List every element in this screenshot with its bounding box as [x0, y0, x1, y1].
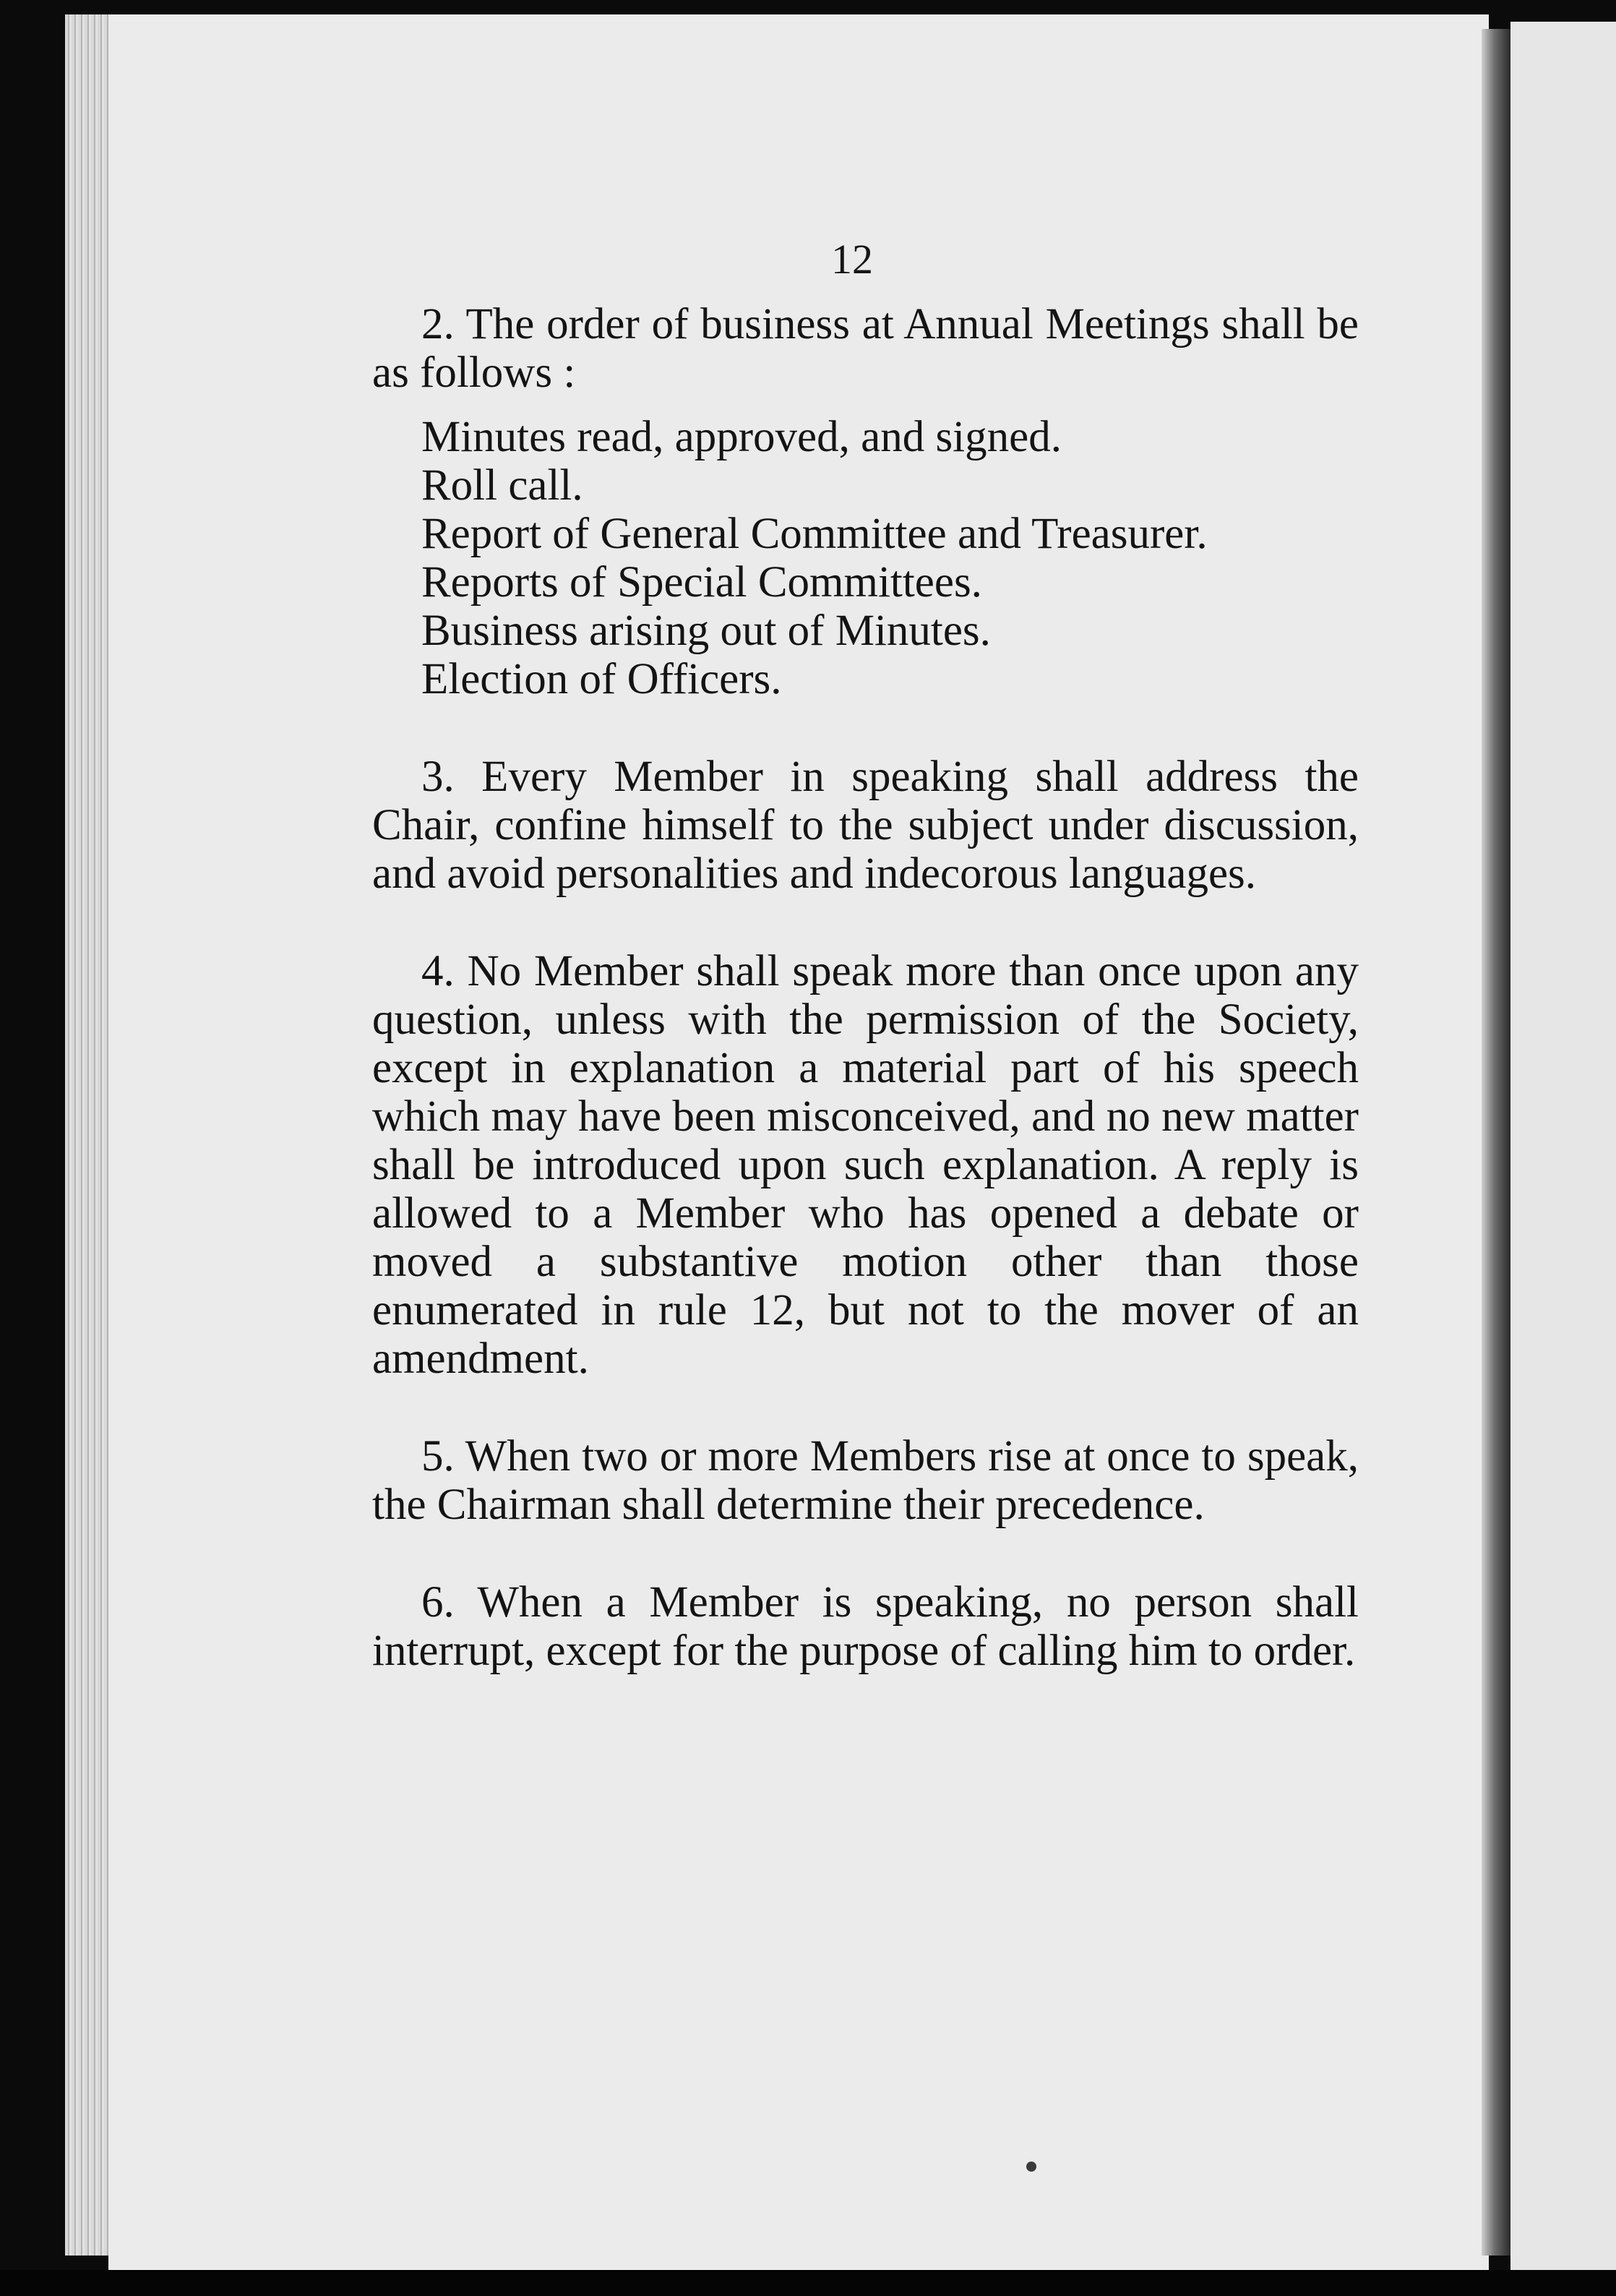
order-of-business-list: [372, 413, 1359, 703]
rule-6: [372, 1578, 1359, 1675]
gutter-shadow: [1482, 29, 1510, 2256]
rule-3: [372, 753, 1359, 898]
list-item: Reports of Special Committees.: [421, 558, 982, 607]
list-item: Report of General Committee and Treasurer.: [421, 510, 1208, 558]
rule-3-text: 3. Every Member in speaking shall address the Chair, confine himself to the subject under discussion, and avoid personalities and indecorous languages.: [372, 753, 1359, 898]
rule-6-text: 6. When a Member is speaking, no person shall interrupt, except for the purpose of calling him to order.: [372, 1578, 1359, 1675]
list-item: Roll call.: [421, 461, 583, 510]
rule-2: [372, 300, 1359, 703]
rule-4-text: 4. No Member shall speak more than once upon any question, unless with the permission of the Society, except in explanation a material part of his speech which may have been misconceived, and no new matter shall be introduced upon such explanation. A reply is allowed to a Member who has opened a debate or moved a substantive motion other than those enumerated in rule 12, but not to the mover of an amendment.: [372, 947, 1359, 1383]
list-item: Business arising out of Minutes.: [421, 607, 991, 655]
page-body: [372, 239, 1359, 1724]
rule-5-text: 5. When two or more Members rise at once to speak, the Chairman shall determine their precedence.: [372, 1432, 1359, 1529]
list-item: Election of Officers.: [421, 655, 782, 703]
page-stack-edge: [65, 14, 108, 2256]
rule-5: [372, 1432, 1359, 1529]
rule-4: [372, 947, 1359, 1383]
list-item: Minutes read, approved, and signed.: [421, 413, 1062, 461]
facing-page-edge: [1510, 22, 1616, 2270]
scan-bottom-border: [0, 2270, 1616, 2296]
ink-speck: [1026, 2162, 1036, 2172]
page-number: 12: [831, 236, 873, 283]
rule-2-intro: 2. The order of business at Annual Meetings shall be as follows :: [372, 300, 1359, 397]
